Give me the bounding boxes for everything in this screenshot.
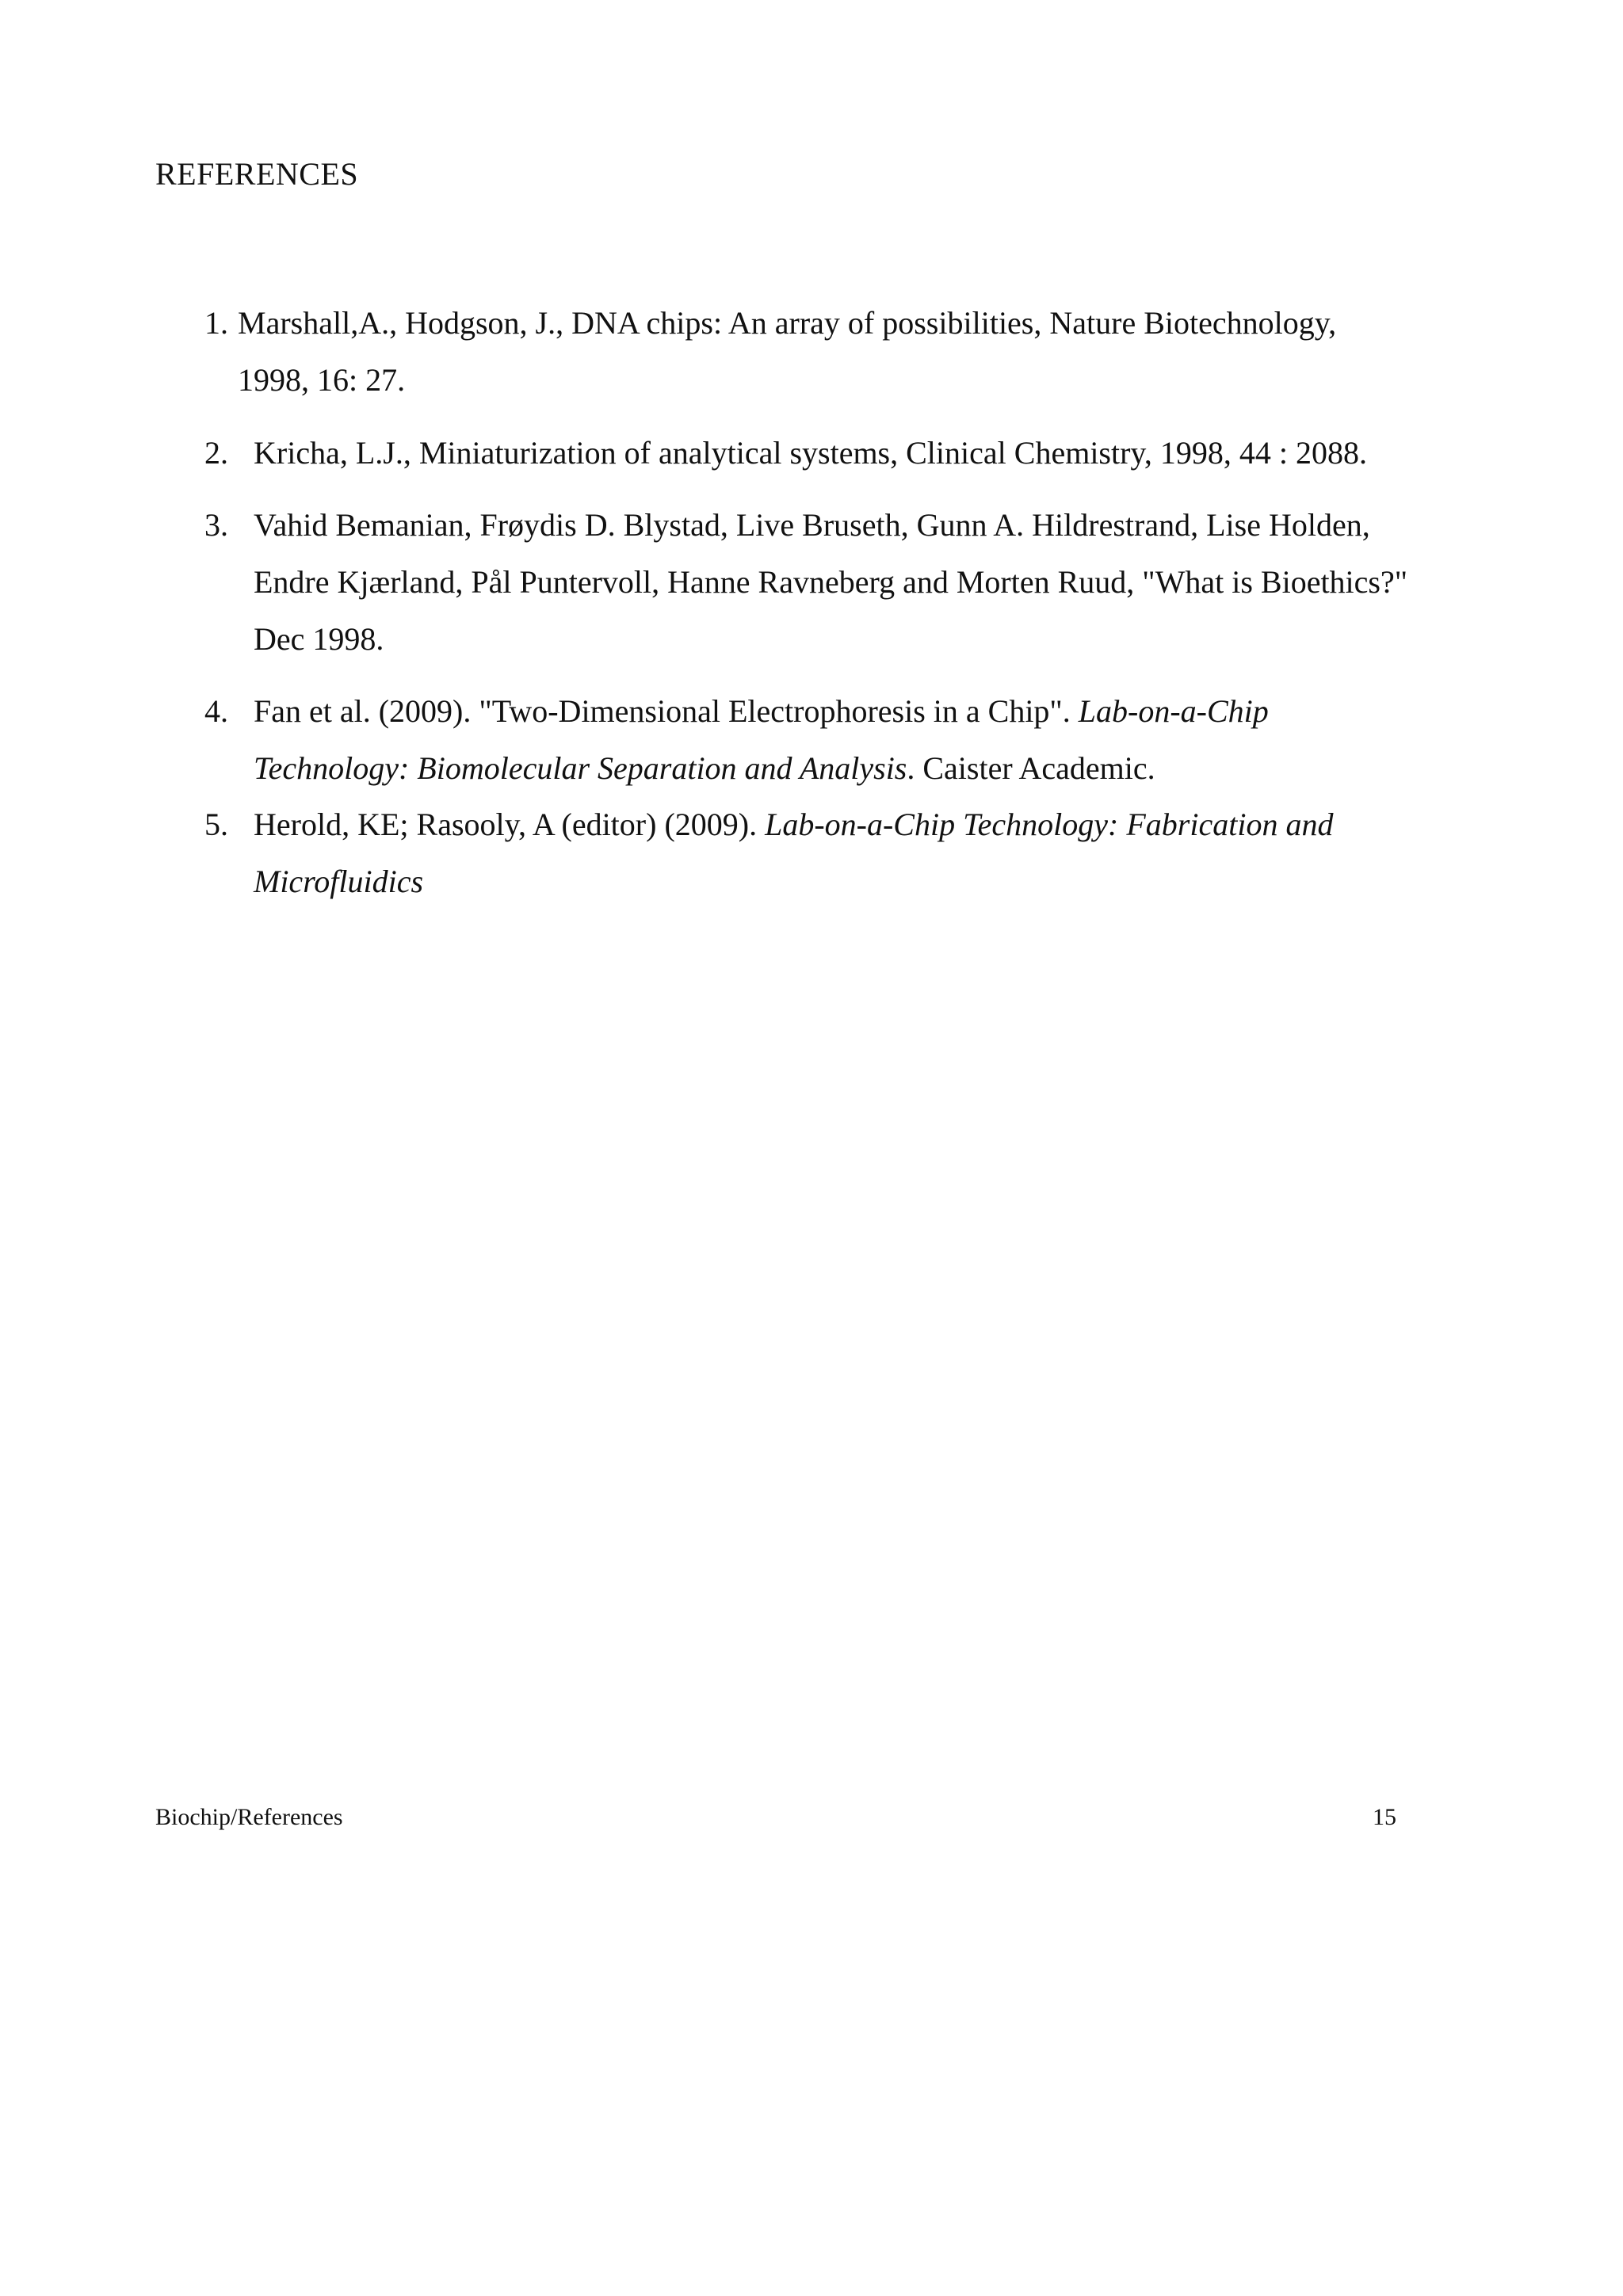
reference-line [254,796,1333,853]
reference-book-title: Microfluidics [254,864,424,899]
reference-text [254,497,1407,668]
reference-line: Vahid Bemanian, Frøydis D. Blystad, Live Bruseth, Gunn A. Hildrestrand, Lise Holden, [254,507,1370,543]
reference-item-5 [204,796,1333,910]
reference-item-2 [204,425,1367,482]
reference-number: 1. [204,305,228,341]
reference-line: 1998, 16: 27. [238,362,406,398]
reference-line: Dec 1998. [254,621,384,657]
reference-book-title: Technology: Biomolecular Separation and Analysis [254,750,907,786]
reference-text [254,683,1269,797]
reference-item-3 [204,497,1407,668]
reference-line: Marshall,A., Hodgson, J., DNA chips: An array of possibilities, Nature Biotechnology, [238,305,1337,341]
reference-plain-text: Herold, KE; Rasooly, A (editor) (2009). [254,807,766,842]
footer-section-label: Biochip/References [155,1804,343,1830]
reference-line: Endre Kjærland, Pål Puntervoll, Hanne Ravneberg and Morten Ruud, "What is Bioethics?" [254,564,1408,600]
reference-item-4 [204,683,1269,797]
reference-text [254,796,1333,910]
footer-page-number: 15 [1373,1804,1396,1830]
reference-number: 3. [204,507,228,543]
reference-line [254,683,1269,740]
reference-plain-text: . Caister Academic. [907,750,1155,786]
reference-number: 5. [204,807,228,842]
reference-book-title: Lab-on-a-Chip [1078,693,1269,729]
reference-book-title: Lab-on-a-Chip Technology: Fabrication and [765,807,1334,842]
reference-line: Kricha, L.J., Miniaturization of analytical systems, Clinical Chemistry, 1998, 44 : 2088. [254,435,1367,471]
reference-line [254,740,1269,797]
reference-number: 2. [204,435,228,471]
page-heading: REFERENCES [155,156,359,192]
reference-item-1 [204,295,1336,409]
reference-number: 4. [204,693,228,729]
reference-plain-text: Fan et al. (2009). "Two-Dimensional Electrophoresis in a Chip". [254,693,1079,729]
reference-line [254,853,1333,910]
reference-text [238,295,1336,409]
reference-text [254,425,1367,482]
